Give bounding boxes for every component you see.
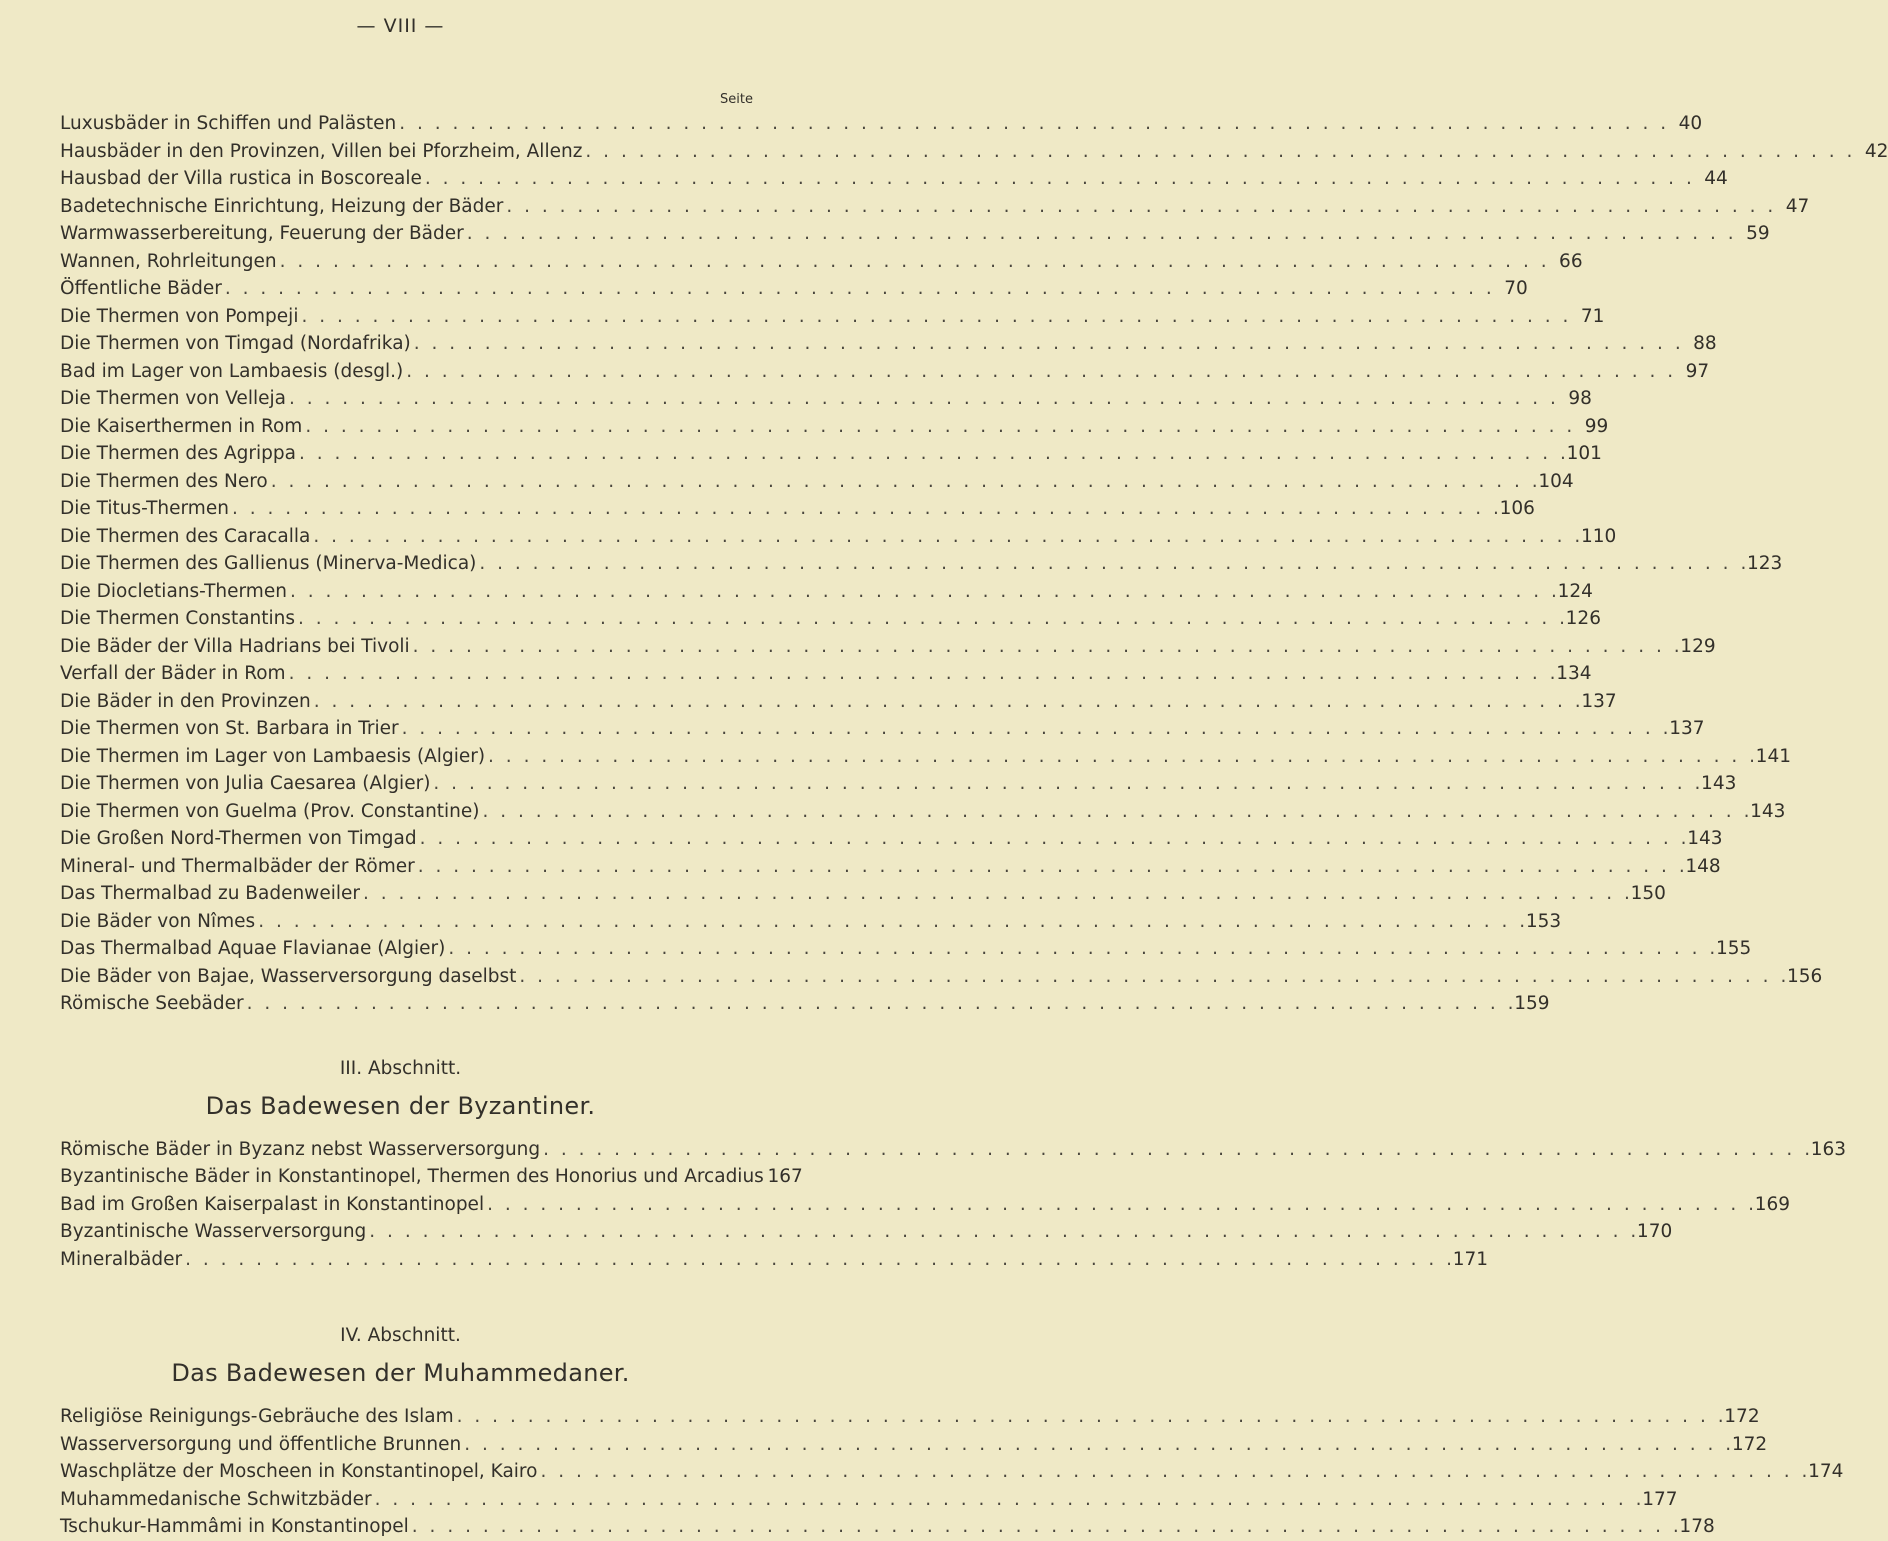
- toc-entry: [60, 550, 1783, 578]
- toc-leader-dots: [406, 358, 1673, 386]
- toc-entry-page: 71: [1580, 305, 1605, 327]
- toc-entry: [60, 1403, 1760, 1431]
- toc-entry-page: 163: [1810, 1138, 1847, 1160]
- toc-leader-dots: [585, 138, 1852, 166]
- toc-entry-page: 153: [1525, 910, 1562, 932]
- toc-entry-page: 172: [1724, 1406, 1760, 1427]
- toc-entry-page: 143: [1701, 773, 1737, 794]
- toc-main-list: [60, 110, 1888, 1018]
- toc-entry-page: 124: [1557, 580, 1593, 602]
- toc-entry: [60, 825, 1723, 853]
- toc-leader-dots: [483, 798, 1750, 826]
- toc-entry-title: Bad im Großen Kaiserpalast in Konstantinopel: [60, 1193, 485, 1215]
- toc-leader-dots: [232, 495, 1499, 523]
- toc-entry-page: 177: [1642, 1488, 1678, 1510]
- toc-entry-title: Die Thermen von Pompeji: [60, 305, 299, 327]
- toc-entry: [60, 1486, 1678, 1514]
- toc-entry: [60, 633, 1716, 661]
- toc-entry-title: Die Thermen von St. Barbara in Trier: [60, 718, 399, 739]
- toc-leader-dots: [420, 825, 1687, 853]
- toc-entry-page: 172: [1731, 1433, 1768, 1455]
- toc-leader-dots: [399, 110, 1666, 138]
- toc-entry-page: 47: [1785, 195, 1810, 217]
- toc-entry-title: Die Großen Nord-Thermen von Timgad: [60, 828, 417, 849]
- section3-label: III. Abschnitt.: [339, 1057, 462, 1079]
- toc-entry-title: Römische Seebäder: [60, 993, 244, 1014]
- toc-entry: [60, 1191, 1791, 1219]
- toc-leader-dots: [433, 770, 1700, 798]
- toc-leader-dots: [418, 853, 1685, 881]
- toc-entry: [60, 358, 1710, 386]
- toc-entry-page: 134: [1556, 663, 1592, 684]
- toc-entry-title: Das Thermalbad Aquae Flavianae (Algier): [60, 938, 446, 959]
- toc-leader-dots: [467, 220, 1734, 248]
- section3-title: Das Badewesen der Byzantiner.: [205, 1091, 596, 1120]
- toc-entry-title: Wannen, Rohrleitungen: [60, 250, 277, 272]
- toc-entry-page: 150: [1630, 883, 1666, 904]
- toc-entry-title: Die Bäder von Nîmes: [60, 910, 256, 932]
- toc-leader-dots: [313, 523, 1580, 551]
- toc-entry-page: 143: [1687, 828, 1723, 849]
- toc-entry-page: 70: [1504, 278, 1528, 299]
- toc-entry-title: Die Bäder von Bajae, Wasserversorgung daselbst: [60, 965, 517, 987]
- toc-leader-dots: [280, 248, 1547, 276]
- toc-entry: [60, 990, 1550, 1018]
- toc-entry-page: 174: [1808, 1461, 1844, 1482]
- page-column-label: Seite: [720, 92, 753, 107]
- toc-entry-title: Die Thermen des Nero: [60, 470, 268, 492]
- toc-leader-dots: [305, 413, 1572, 441]
- toc-entry: [60, 1431, 1768, 1459]
- toc-entry-page: 169: [1754, 1193, 1791, 1215]
- toc-entry: [60, 853, 1721, 881]
- toc-entry-title: Badetechnische Einrichtung, Heizung der Bäder: [60, 195, 504, 217]
- toc-entry-page: 156: [1787, 965, 1823, 987]
- toc-leader-dots: [369, 1218, 1636, 1246]
- toc-leader-dots: [314, 688, 1581, 716]
- toc-entry: [60, 1458, 1844, 1486]
- toc-entry-title: Die Thermen des Caracalla: [60, 525, 311, 547]
- toc-leader-dots: [402, 715, 1669, 743]
- toc-entry-title: Bad im Lager von Lambaesis (desgl.): [60, 360, 404, 382]
- toc-entry-title: Hausbad der Villa rustica in Boscoreale: [60, 168, 422, 189]
- toc-entry: [60, 248, 1583, 276]
- toc-entry-title: Muhammedanische Schwitzbäder: [60, 1488, 372, 1510]
- toc-entry-page: 171: [1452, 1248, 1489, 1270]
- toc-entry-title: Die Bäder in den Provinzen: [60, 690, 311, 712]
- toc-entry-page: 159: [1514, 993, 1550, 1014]
- toc-entry-title: Mineralbäder: [60, 1248, 183, 1270]
- toc-entry: [60, 715, 1705, 743]
- toc-entry: [60, 440, 1602, 468]
- section4-title: Das Badewesen der Muhammedaner.: [171, 1359, 630, 1387]
- toc-entry-page: 170: [1636, 1221, 1673, 1242]
- toc-leader-dots: [487, 1191, 1754, 1219]
- toc-entry: [60, 605, 1601, 633]
- toc-entry: [60, 1513, 1715, 1541]
- toc-entry: [60, 385, 1592, 413]
- toc-entry-title: Öffentliche Bäder: [60, 278, 222, 299]
- toc-leader-dots: [412, 1513, 1679, 1541]
- toc-entry-title: Wasserversorgung und öffentliche Brunnen: [60, 1433, 462, 1455]
- toc-leader-dots: [540, 1458, 1807, 1486]
- toc-entry-title: Hausbäder in den Provinzen, Villen bei Pforzheim, Allenz: [60, 140, 583, 162]
- toc-entry-page: 129: [1680, 635, 1716, 657]
- toc-entry-title: Byzantinische Bäder in Konstantinopel, Thermen des Honorius und Arcadius: [60, 1166, 764, 1187]
- toc-entry-page: 137: [1669, 718, 1705, 739]
- toc-leader-dots: [271, 468, 1538, 496]
- toc-leader-dots: [375, 1486, 1642, 1514]
- toc-entry-title: Verfall der Bäder in Rom: [60, 663, 286, 684]
- toc-entry: [60, 1218, 1673, 1246]
- toc-entry-page: 97: [1685, 360, 1710, 382]
- toc-entry-title: Waschplätze der Moscheen in Konstantinopel, Kairo: [60, 1461, 538, 1482]
- toc-entry-page: 42: [1864, 140, 1888, 162]
- toc-entry: [60, 468, 1574, 496]
- toc-entry: [60, 193, 1810, 221]
- toc-entry: [60, 303, 1605, 331]
- toc-leader-dots: [185, 1246, 1452, 1274]
- toc-entry-title: Die Thermen des Agrippa: [60, 443, 296, 464]
- toc-leader-dots: [414, 330, 1681, 358]
- toc-leader-dots: [290, 578, 1557, 606]
- toc-entry: [60, 275, 1528, 303]
- toc-entry: [60, 880, 1666, 908]
- toc-entry-page: 143: [1750, 800, 1786, 822]
- toc-leader-dots: [506, 193, 1773, 221]
- toc-entry: [60, 138, 1888, 166]
- page-number: — VIII —: [356, 15, 445, 37]
- toc-entry-page: 106: [1499, 498, 1535, 519]
- toc-entry: [60, 330, 1717, 358]
- toc-entry-title: Die Thermen des Gallienus (Minerva-Medica): [60, 553, 477, 574]
- toc-entry-page: 101: [1566, 443, 1602, 464]
- toc-leader-dots: [258, 908, 1525, 936]
- toc-entry: [60, 165, 1728, 193]
- toc-entry: [60, 1163, 803, 1191]
- toc-entry-title: Die Diocletians-Thermen: [60, 580, 287, 602]
- toc-entry: [60, 110, 1703, 138]
- toc-entry: [60, 743, 1791, 771]
- toc-entry-page: 88: [1693, 333, 1717, 354]
- toc-leader-dots: [448, 935, 1715, 963]
- toc-leader-dots: [301, 303, 1568, 331]
- toc-entry-page: 123: [1747, 553, 1783, 574]
- toc-leader-dots: [519, 963, 1786, 991]
- toc-entry-page: 110: [1580, 525, 1617, 547]
- toc-entry: [60, 495, 1535, 523]
- toc-entry-title: Tschukur-Hammâmi in Konstantinopel: [60, 1516, 409, 1537]
- toc-entry-title: Die Thermen Constantins: [60, 608, 296, 629]
- toc-entry: [60, 1246, 1489, 1274]
- toc-entry-page: 148: [1685, 855, 1721, 877]
- toc-leader-dots: [225, 275, 1492, 303]
- toc-entry-page: 178: [1679, 1516, 1715, 1537]
- toc-entry-title: Mineral- und Thermalbäder der Römer: [60, 855, 415, 877]
- toc-entry: [60, 798, 1786, 826]
- toc-entry-page: 98: [1568, 388, 1592, 409]
- toc-leader-dots: [413, 633, 1680, 661]
- toc-entry: [60, 660, 1592, 688]
- toc-entry-title: Die Thermen von Julia Caesarea (Algier): [60, 773, 431, 794]
- toc-entry: [60, 688, 1617, 716]
- toc-entry-page: 167: [767, 1166, 803, 1187]
- toc-entry-title: Warmwasserbereitung, Feuerung der Bäder: [60, 223, 464, 244]
- toc-entry-title: Die Bäder der Villa Hadrians bei Tivoli: [60, 635, 410, 657]
- toc-section4-list: [60, 1403, 1844, 1541]
- toc-entry: [60, 770, 1737, 798]
- toc-entry-page: 99: [1584, 415, 1609, 437]
- toc-leader-dots: [425, 165, 1692, 193]
- toc-entry-title: Die Kaiserthermen in Rom: [60, 415, 303, 437]
- toc-entry-page: 104: [1538, 470, 1574, 492]
- toc-entry-title: Die Thermen von Timgad (Nordafrika): [60, 333, 411, 354]
- toc-entry-page: 155: [1715, 938, 1752, 959]
- toc-leader-dots: [289, 660, 1556, 688]
- toc-entry: [60, 413, 1609, 441]
- toc-entry-page: 141: [1755, 745, 1791, 767]
- toc-entry-title: Luxusbäder in Schiffen und Palästen: [60, 113, 397, 134]
- toc-leader-dots: [479, 550, 1746, 578]
- section4-label: IV. Abschnitt.: [340, 1325, 461, 1346]
- toc-entry-title: Römische Bäder in Byzanz nebst Wasserversorgung: [60, 1138, 541, 1160]
- toc-leader-dots: [289, 385, 1556, 413]
- toc-entry: [60, 523, 1617, 551]
- toc-entry-page: 40: [1678, 113, 1703, 134]
- toc-entry-page: 44: [1704, 168, 1728, 189]
- toc-leader-dots: [298, 605, 1565, 633]
- toc-entry-title: Die Thermen von Velleja: [60, 388, 286, 409]
- toc-section3-list: [60, 1136, 1847, 1274]
- toc-entry-page: 66: [1559, 250, 1583, 272]
- toc-entry-page: 126: [1565, 608, 1601, 629]
- toc-leader-dots: [299, 440, 1566, 468]
- toc-entry: [60, 578, 1593, 606]
- toc-leader-dots: [363, 880, 1630, 908]
- toc-entry: [60, 1136, 1847, 1164]
- toc-entry: [60, 963, 1823, 991]
- toc-entry: [60, 908, 1562, 936]
- toc-entry: [60, 220, 1770, 248]
- toc-leader-dots: [247, 990, 1514, 1018]
- toc-entry-title: Religiöse Reinigungs-Gebräuche des Islam: [60, 1406, 454, 1427]
- toc-leader-dots: [543, 1136, 1810, 1164]
- toc-leader-dots: [457, 1403, 1724, 1431]
- toc-leader-dots: [464, 1431, 1731, 1459]
- toc-entry-page: 137: [1581, 690, 1617, 712]
- toc-entry: [60, 935, 1752, 963]
- toc-entry-title: Die Thermen im Lager von Lambaesis (Algier): [60, 745, 486, 767]
- toc-entry-title: Byzantinische Wasserversorgung: [60, 1221, 367, 1242]
- toc-entry-page: 59: [1746, 223, 1770, 244]
- toc-leader-dots: [488, 743, 1755, 771]
- toc-entry-title: Die Titus-Thermen: [60, 498, 229, 519]
- toc-entry-title: Die Thermen von Guelma (Prov. Constantine): [60, 800, 480, 822]
- toc-entry-title: Das Thermalbad zu Badenweiler: [60, 883, 360, 904]
